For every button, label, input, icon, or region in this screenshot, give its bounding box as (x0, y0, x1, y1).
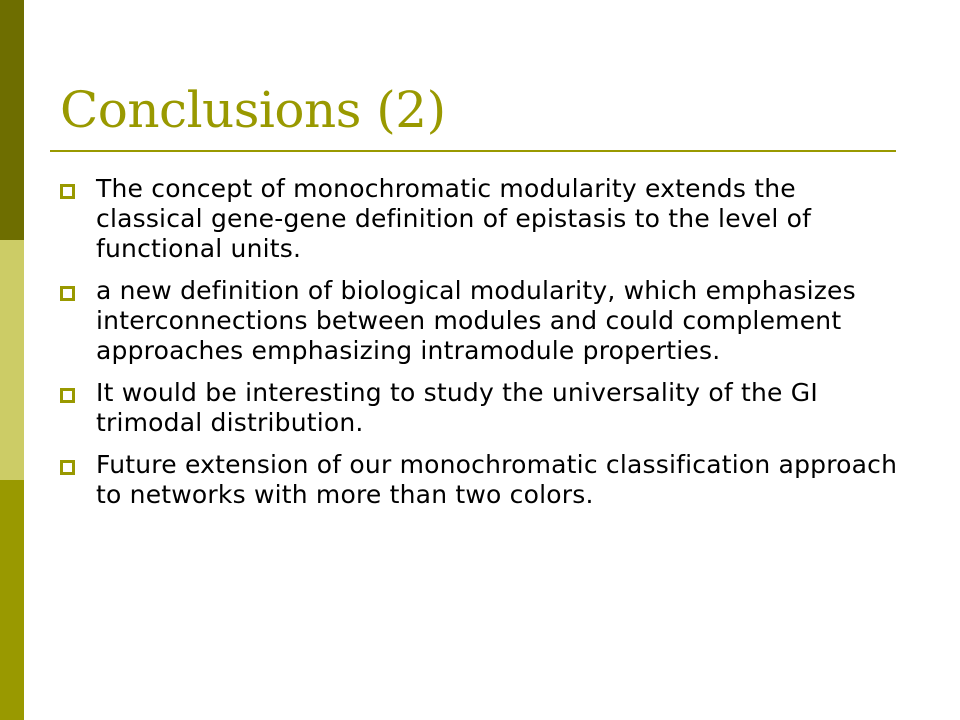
bullet-text: It would be interesting to study the universality of the GI trimodal distribution. (96, 378, 818, 437)
bullet-text: a new definition of biological modularity, which emphasizes interconnections between modules and could complement approaches emphasizing intramodule properties. (96, 276, 856, 365)
bullet-text: The concept of monochromatic modularity extends the classical gene-gene definition of epistasis to the level of functional units. (96, 174, 812, 263)
sidebar-block-middle (0, 240, 24, 480)
square-bullet-icon (60, 388, 75, 403)
square-bullet-icon (60, 460, 75, 475)
bullet-item (60, 450, 910, 510)
bullet-list (60, 174, 910, 522)
square-bullet-icon (60, 286, 75, 301)
bullet-item (60, 378, 910, 438)
bullet-text: Future extension of our monochromatic classification approach to networks with more than two colors. (96, 450, 898, 509)
sidebar-block-top (0, 0, 24, 240)
slide-title: Conclusions (2) (60, 81, 446, 139)
square-bullet-icon (60, 184, 75, 199)
sidebar-block-bottom (0, 480, 24, 720)
bullet-item (60, 276, 910, 366)
title-divider (50, 150, 896, 152)
bullet-item (60, 174, 910, 264)
